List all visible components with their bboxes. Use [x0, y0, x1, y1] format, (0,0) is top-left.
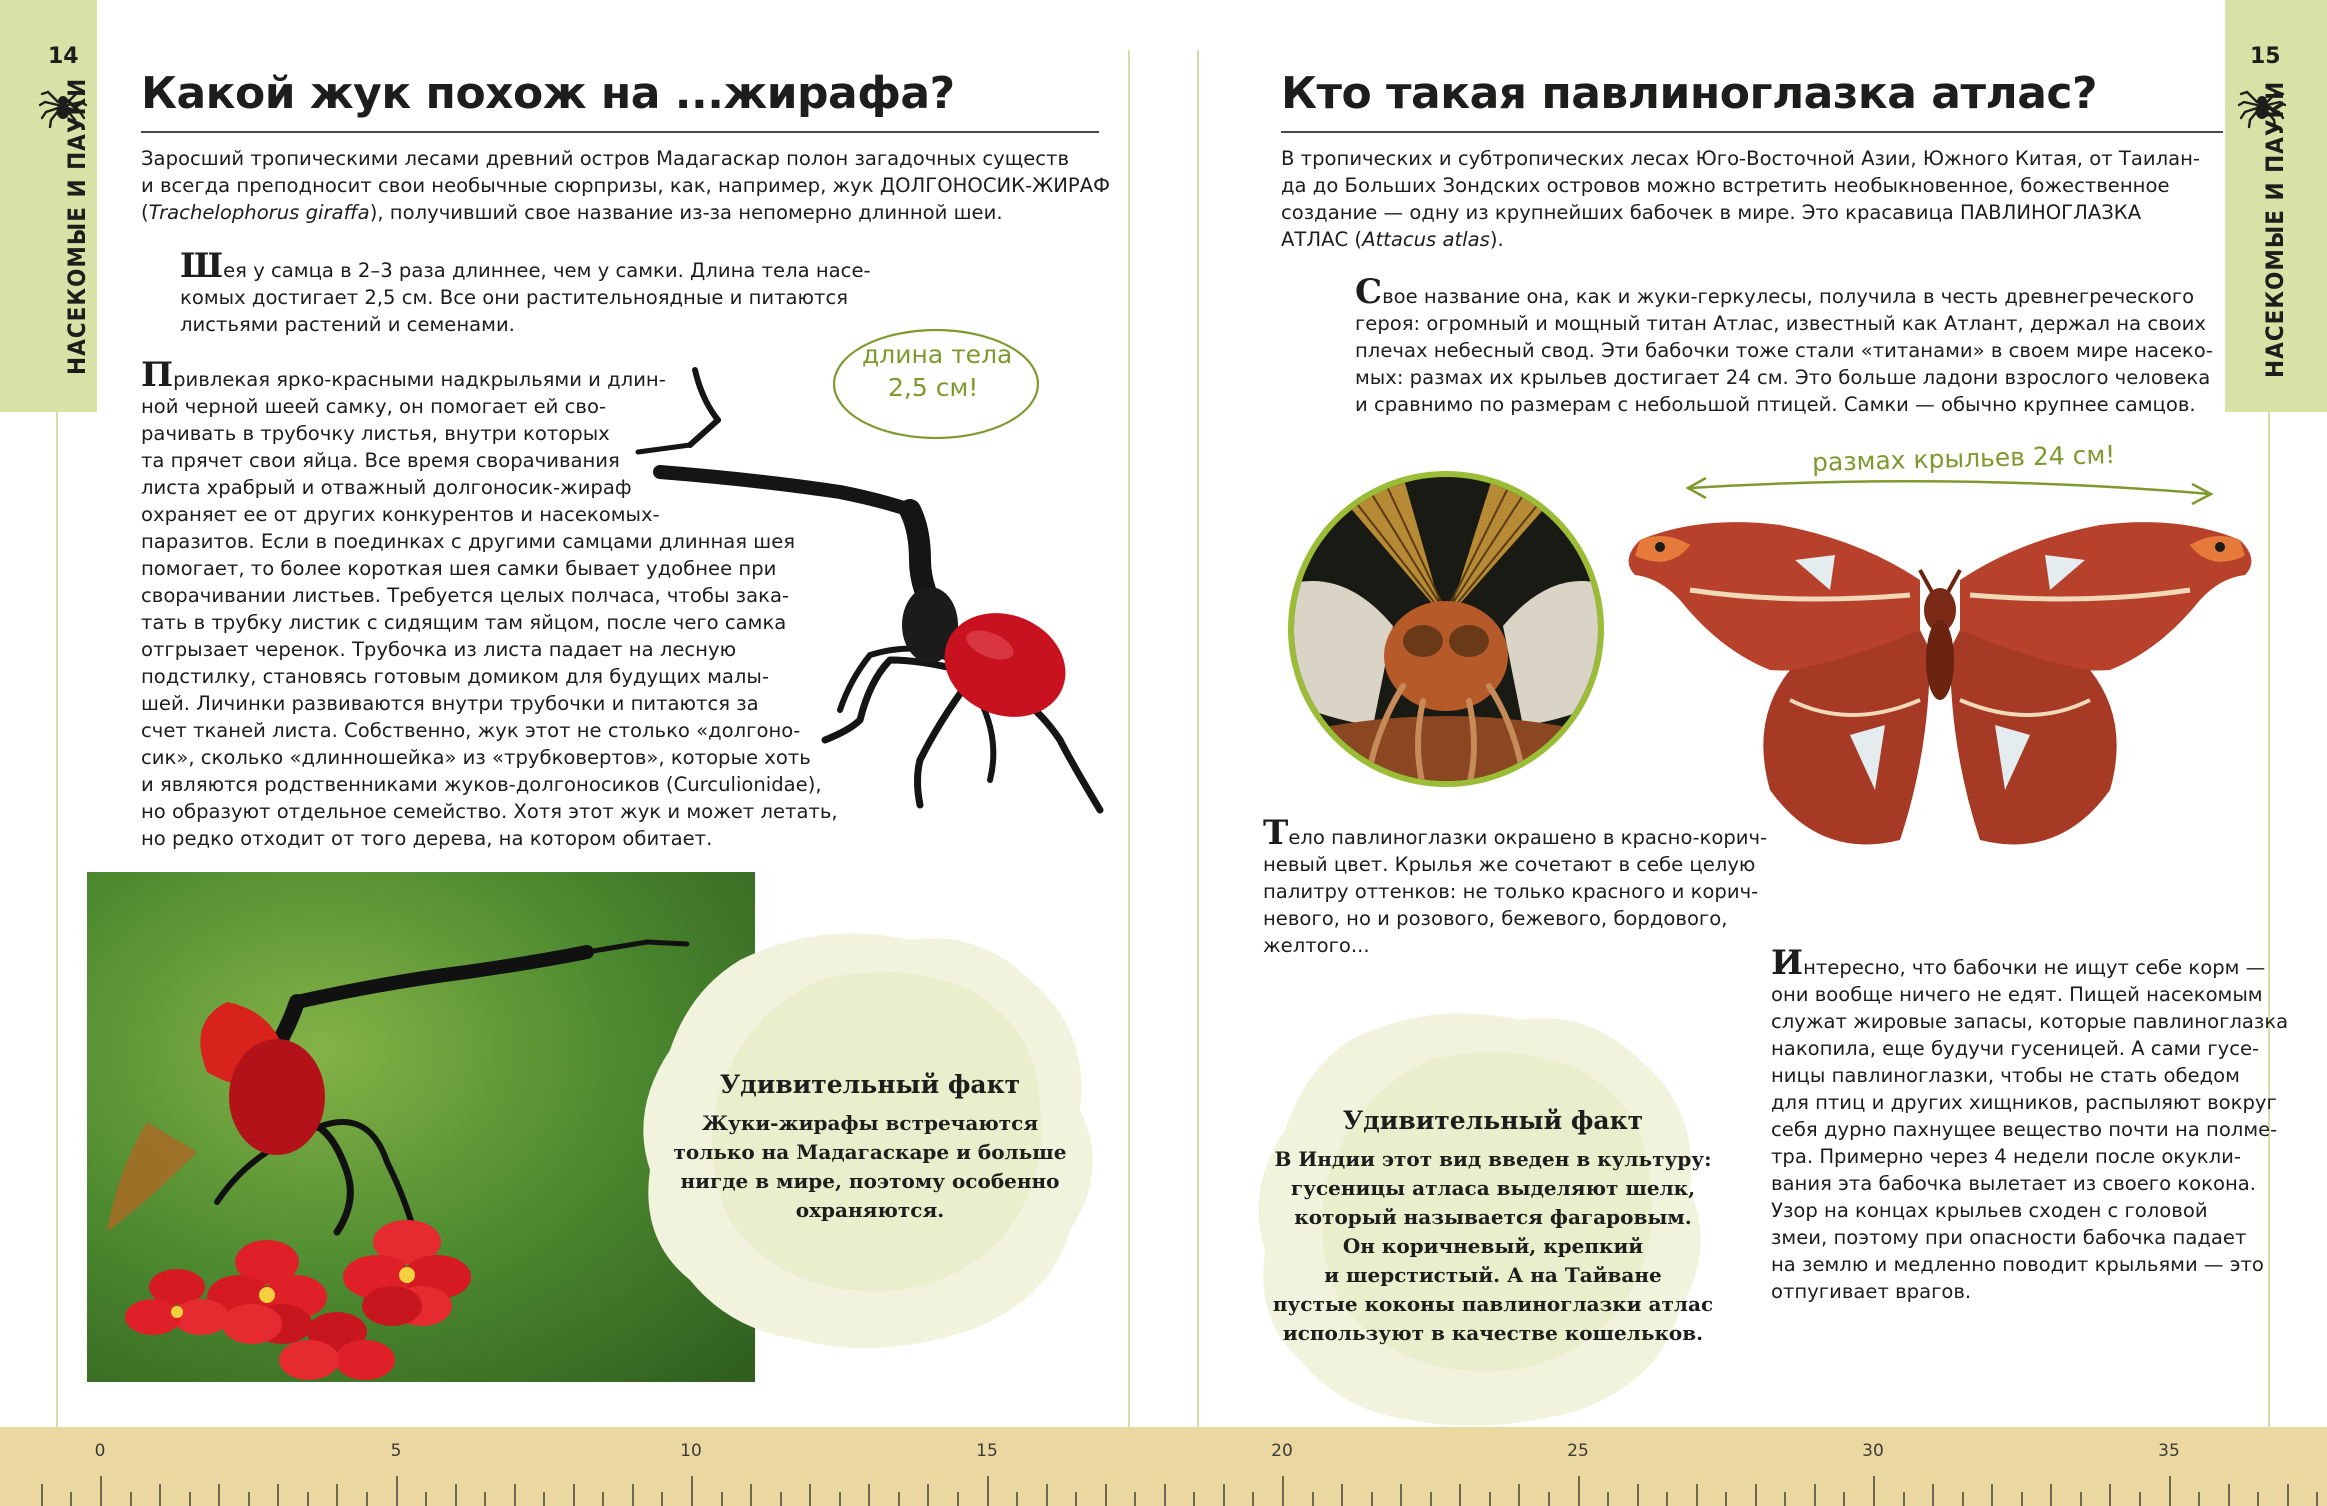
- left-intro: [141, 145, 1111, 226]
- drop-cap: Т: [1263, 813, 1289, 853]
- ruler-tick: [1725, 1492, 1727, 1506]
- ruler-tick: [1193, 1492, 1195, 1506]
- text-line: ницы павлиноглазки, чтобы не стать обедом: [1771, 1064, 2240, 1087]
- right-para-3: [1771, 943, 2289, 1305]
- ruler-tick: [1489, 1492, 1491, 1506]
- left-page-frame-right: [1128, 50, 1130, 1430]
- intro-start: АТЛАС (: [1281, 228, 1363, 251]
- fact-line: Он коричневый, крепкий: [1342, 1234, 1644, 1258]
- text-line: и сравнимо по размерам с небольшой птицей. Самки — обычно крупнее самцов.: [1355, 393, 2196, 416]
- text-line: палитру оттенков: не только красного и корич-: [1263, 880, 1759, 903]
- text-line: тра. Примерно через 4 недели после окукли-: [1771, 1145, 2241, 1168]
- text-line: сик», сколько «длинношейка» из «трубковертов», которые хоть: [141, 746, 811, 769]
- ruler-tick: [1371, 1492, 1373, 1506]
- right-section-label: НАСЕКОМЫЕ И ПАУКИ: [2261, 80, 2289, 378]
- text-line: они вообще ничего не едят. Пищей насекомым: [1771, 983, 2263, 1006]
- ruler-tick: [2050, 1484, 2052, 1506]
- ruler-tick: [1016, 1492, 1018, 1506]
- ruler-tick: [1578, 1476, 1580, 1506]
- ruler-tick: [1223, 1484, 1225, 1506]
- right-intro-line: [1281, 226, 2221, 253]
- giraffe-weevil-illustration: [620, 360, 1120, 830]
- ruler-tick: [1548, 1492, 1550, 1506]
- text-line: мых: размах их крыльев достигает 24 см. Это больше ладони взрослого человека: [1355, 366, 2211, 389]
- text-line: змеи, поэтому при опасности бабочка падает: [1771, 1226, 2247, 1249]
- right-para-1: [1355, 272, 2215, 418]
- ruler-tick: [1312, 1492, 1314, 1506]
- left-intro-line: Заросший тропическими лесами древний остров Мадагаскар полон загадочных существ: [141, 147, 1070, 170]
- text-line: отпугивает врагов.: [1771, 1280, 1972, 1303]
- text-line: листьями растений и семенами.: [180, 313, 515, 336]
- left-section-label: НАСЕКОМЫЕ И ПАУКИ: [63, 77, 91, 375]
- ruler-tick: [957, 1492, 959, 1506]
- right-fact-text: [1268, 1145, 1718, 1348]
- ruler-tick: [632, 1484, 634, 1506]
- ruler-tick: [2257, 1492, 2259, 1506]
- ruler-tick: [366, 1492, 368, 1506]
- ruler-tick: [248, 1492, 250, 1506]
- ruler-tick: [1282, 1476, 1284, 1506]
- left-fact-title: Удивительный факт: [719, 1070, 1021, 1099]
- ruler-tick: [2080, 1492, 2082, 1506]
- ruler-tick: [130, 1492, 132, 1506]
- fact-line: охраняются.: [795, 1198, 945, 1222]
- fact-line: который называется фагаровым.: [1294, 1205, 1692, 1229]
- ruler-tick: [2139, 1492, 2141, 1506]
- right-page-title: Кто такая павлиноглазка атлас?: [1281, 68, 2098, 119]
- ruler-tick: [543, 1492, 545, 1506]
- text-line: тать в трубку листик с сидящим там яйцом, после чего самка: [141, 611, 787, 634]
- ruler-tick: [2228, 1484, 2230, 1506]
- text-line: охраняет ее от других конкурентов и насекомых-: [141, 503, 660, 526]
- right-fact-title: Удивительный факт: [1342, 1106, 1644, 1135]
- text-line: служат жировые запасы, которые павлиноглазка: [1771, 1010, 2289, 1033]
- left-intro-end: ), получивший свое название из-за непомерно длинной шеи.: [369, 201, 1003, 224]
- ruler-tick: [41, 1484, 43, 1506]
- ruler-tick: [2169, 1476, 2171, 1506]
- left-page-number: 14: [48, 44, 79, 69]
- text-line: ривлекая ярко-красными надкрыльями и длин-: [173, 368, 666, 391]
- ruler-tick: [809, 1484, 811, 1506]
- ruler-label: 20: [1271, 1441, 1293, 1461]
- ruler-tick: [1459, 1484, 1461, 1506]
- ruler-tick: [1400, 1484, 1402, 1506]
- ruler-tick: [1046, 1484, 1048, 1506]
- ruler-tick: [2109, 1484, 2111, 1506]
- intro-end: ).: [1489, 228, 1504, 251]
- right-para-2: [1263, 813, 1783, 959]
- ruler: [0, 1427, 2327, 1506]
- ruler-tick: [1962, 1492, 1964, 1506]
- ruler-tick: [661, 1492, 663, 1506]
- ruler-tick: [2021, 1492, 2023, 1506]
- text-line: паразитов. Если в поединках с другими самцами длинная шея: [141, 530, 796, 553]
- fact-line: только на Мадагаскаре и больше: [673, 1140, 1067, 1164]
- fact-line: пустые коконы павлиноглазки атлас: [1272, 1292, 1714, 1316]
- text-line: нтересно, что бабочки не ищут себе корм —: [1803, 956, 2266, 979]
- ruler-label: 35: [2158, 1441, 2180, 1461]
- latin-name: Attacus atlas: [1362, 228, 1490, 251]
- ruler-tick: [1873, 1476, 1875, 1506]
- ruler-tick: [218, 1484, 220, 1506]
- ruler-label: 10: [680, 1441, 702, 1461]
- text-line: помогает, то более короткая шея самки бывает удобнее при: [141, 557, 777, 580]
- ruler-tick: [159, 1484, 161, 1506]
- ruler-tick: [1252, 1492, 1254, 1506]
- ruler-tick: [307, 1492, 309, 1506]
- text-line: вое название она, как и жуки-геркулесы, получила в честь древнегреческого: [1382, 285, 2195, 308]
- ruler-tick: [514, 1484, 516, 1506]
- ruler-tick: [1991, 1484, 1993, 1506]
- text-line: шей. Личинки развиваются внутри трубочки и питаются за: [141, 692, 759, 715]
- ruler-tick: [396, 1476, 398, 1506]
- right-page-frame-left: [1197, 50, 1199, 1430]
- ruler-tick: [1814, 1484, 1816, 1506]
- text-line: Узор на концах крыльев сходен с головой: [1771, 1199, 2208, 1222]
- ruler-tick: [898, 1492, 900, 1506]
- text-line: подстилку, становясь готовым домиком для будущих малы-: [141, 665, 769, 688]
- left-title-rule: [141, 131, 1099, 133]
- ruler-tick: [780, 1492, 782, 1506]
- right-page-number: 15: [2250, 44, 2281, 69]
- right-intro: [1281, 145, 2221, 253]
- length-note-line2: 2,5 см!: [888, 373, 979, 402]
- ruler-tick: [1932, 1484, 1934, 1506]
- right-intro-line: создание — одну из крупнейших бабочек в мире. Это красавица ПАВЛИНОГЛАЗКА: [1281, 201, 2142, 224]
- text-line: ной черной шеей самку, он помогает ей сво-: [141, 395, 607, 418]
- moth-head-closeup: [1283, 466, 1609, 792]
- ruler-tick: [1105, 1484, 1107, 1506]
- text-line: ело павлиноглазки окрашено в красно-корич-: [1288, 826, 1768, 849]
- ruler-tick: [1134, 1492, 1136, 1506]
- ruler-tick: [455, 1484, 457, 1506]
- ruler-tick: [1164, 1484, 1166, 1506]
- ruler-label: 30: [1862, 1441, 1884, 1461]
- text-line: для птиц и других хищников, распыляют вокруг: [1771, 1091, 2277, 1114]
- ruler-tick: [1843, 1492, 1845, 1506]
- text-line: невого, но и розового, бежевого, бордового,: [1263, 907, 1728, 930]
- ruler-tick: [2198, 1492, 2200, 1506]
- ruler-tick: [1607, 1492, 1609, 1506]
- ruler-tick: [721, 1492, 723, 1506]
- ruler-label: 0: [94, 1441, 106, 1461]
- fact-line: нигде в мире, поэтому особенно: [680, 1169, 1060, 1193]
- ruler-tick: [750, 1484, 752, 1506]
- text-line: ея у самца в 2–3 раза длиннее, чем у самки. Длина тела насе-: [223, 259, 871, 282]
- right-intro-line: В тропических и субтропических лесах Юго-Восточной Азии, Южного Китая, от Таилан-: [1281, 147, 2200, 170]
- ruler-tick: [1430, 1492, 1432, 1506]
- ruler-tick: [2287, 1484, 2289, 1506]
- text-line: плечах небесный свод. Эти бабочки тоже стали «титанами» в своем мире насеко-: [1355, 339, 2213, 362]
- text-line: себя дурно пахнущее вещество почти на полме-: [1771, 1118, 2278, 1141]
- fact-line: используют в качестве кошельков.: [1282, 1321, 1704, 1345]
- text-line: героя: огромный и мощный титан Атлас, известный как Атлант, держал на своих: [1355, 312, 2206, 335]
- latin-name: Trachelophorus giraffa: [148, 201, 370, 224]
- ruler-tick: [1518, 1484, 1520, 1506]
- left-page-title: Какой жук похож на ...жирафа?: [141, 68, 955, 119]
- right-intro-line: да до Больших Зондских островов можно встретить необыкновенное, божественное: [1281, 174, 2170, 197]
- ruler-tick: [2316, 1492, 2318, 1506]
- ruler-tick: [425, 1492, 427, 1506]
- text-line: та прячет свои яйца. Все время сворачивания: [141, 449, 620, 472]
- drop-cap: С: [1355, 272, 1383, 312]
- text-line: рачивать в трубочку листья, внутри которых: [141, 422, 610, 445]
- text-line: сворачивании листьев. Требуется целых полчаса, чтобы зака-: [141, 584, 790, 607]
- ruler-tick: [484, 1492, 486, 1506]
- text-line: отгрызает черенок. Трубочка из листа падает на лесную: [141, 638, 737, 661]
- text-line: невый цвет. Крылья же сочетают в себе целую: [1263, 853, 1756, 876]
- ruler-tick: [573, 1484, 575, 1506]
- drop-cap: И: [1771, 943, 1804, 983]
- fact-line: Жуки-жирафы встречаются: [701, 1111, 1039, 1135]
- fact-line: и шерстистый. А на Тайване: [1324, 1263, 1662, 1287]
- ruler-tick: [70, 1492, 72, 1506]
- ruler-tick: [189, 1492, 191, 1506]
- text-line: комых достигает 2,5 см. Все они растительноядные и питаются: [180, 286, 849, 309]
- text-line: счет тканей листа. Собственно, жук этот не столько «долгоно-: [141, 719, 801, 742]
- text-line: листа храбрый и отважный долгоносик-жираф: [141, 476, 632, 499]
- ruler-label: 25: [1567, 1441, 1589, 1461]
- ruler-label: 5: [390, 1441, 402, 1461]
- ruler-label: 15: [976, 1441, 998, 1461]
- ruler-tick: [839, 1492, 841, 1506]
- ruler-tick: [1903, 1492, 1905, 1506]
- ruler-tick: [868, 1484, 870, 1506]
- text-line: вания эта бабочка вылетает из своего кокона.: [1771, 1172, 2256, 1195]
- text-line: желтого...: [1263, 934, 1370, 957]
- ruler-tick: [277, 1484, 279, 1506]
- drop-cap: П: [141, 355, 174, 395]
- right-title-rule: [1281, 131, 2223, 133]
- fact-line: В Индии этот вид введен в культуру:: [1274, 1147, 1712, 1171]
- text-line: и являются родственниками жуков-долгоносиков (Curculionidae),: [141, 773, 822, 796]
- ruler-tick: [1696, 1484, 1698, 1506]
- ruler-tick: [1666, 1492, 1668, 1506]
- text-line: на землю и медленно поводит крыльями — это: [1771, 1253, 2264, 1276]
- ruler-tick: [1637, 1484, 1639, 1506]
- drop-cap: Ш: [180, 246, 224, 286]
- ruler-tick: [927, 1484, 929, 1506]
- text-line: но образуют отдельное семейство. Хотя этот жук и может летать,: [141, 800, 838, 823]
- ruler-tick: [691, 1476, 693, 1506]
- ruler-tick: [100, 1476, 102, 1506]
- ruler-tick: [1755, 1484, 1757, 1506]
- left-intro-line: и всегда преподносит свои необычные сюрпризы, как, например, жук ДОЛГОНОСИК-ЖИРАФ: [141, 174, 1110, 197]
- wingspan-note: размах крыльев 24 см!: [1811, 440, 2116, 477]
- left-intro-line: (Trachelophorus giraffa), получивший свое название из-за непомерно длинной шеи.: [141, 201, 1003, 224]
- fact-line: гусеницы атласа выделяют шелк,: [1290, 1176, 1696, 1200]
- ruler-tick: [1341, 1484, 1343, 1506]
- ruler-tick: [336, 1484, 338, 1506]
- left-fact-text: [660, 1109, 1080, 1225]
- ruler-tick: [1075, 1492, 1077, 1506]
- length-note-line1: длина тела: [862, 340, 1013, 369]
- ruler-tick: [1784, 1492, 1786, 1506]
- text-line: накопила, еще будучи гусеницей. А сами гусе-: [1771, 1037, 2260, 1060]
- text-line: но редко отходит от того дерева, на котором обитает.: [141, 827, 713, 850]
- ruler-tick: [987, 1476, 989, 1506]
- ruler-tick: [602, 1492, 604, 1506]
- left-para-1: [180, 246, 871, 338]
